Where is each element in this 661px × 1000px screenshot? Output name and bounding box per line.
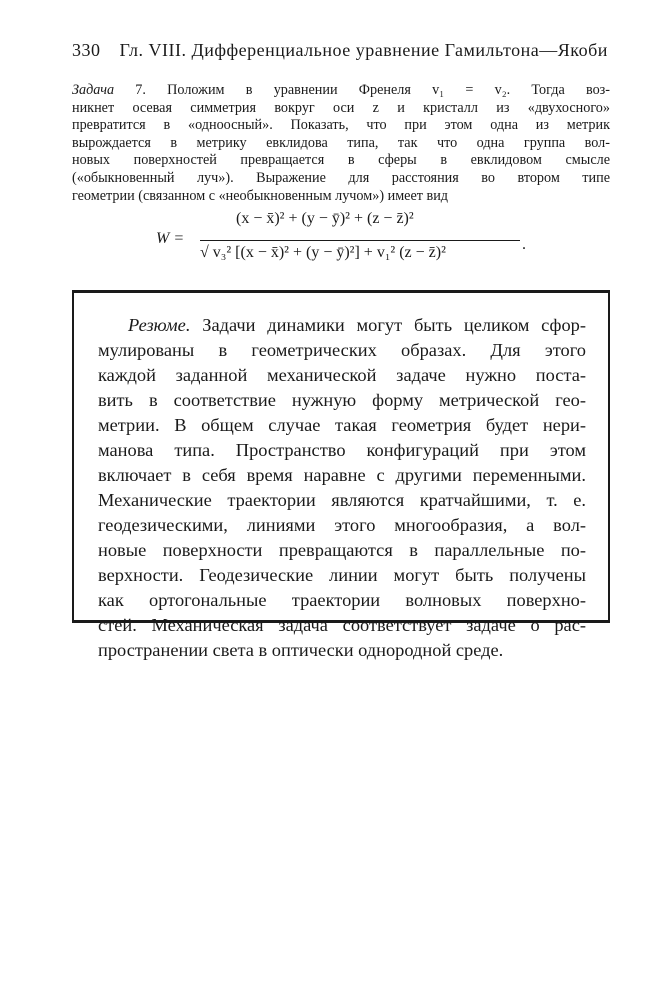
page-number: 330 bbox=[72, 40, 101, 60]
running-header bbox=[72, 40, 612, 61]
resume-line: включает в себя время наравне с другими переменными. bbox=[98, 465, 586, 485]
resume-line: манова типа. Пространство конфигураций при этом bbox=[98, 440, 586, 460]
resume-line: каждой заданной механической задаче нужно поста- bbox=[98, 365, 586, 385]
resume-label: Резюме. bbox=[128, 315, 191, 335]
resume-line: новые поверхности превращаются в параллельные по- bbox=[98, 540, 586, 560]
resume-line: геодезическими, линиями этого многообразия, а вол- bbox=[98, 515, 586, 535]
distance-formula bbox=[140, 210, 560, 274]
resume-line: вить в соответствие нужную форму метрической гео- bbox=[98, 390, 586, 410]
formula-lhs: W = bbox=[156, 230, 185, 247]
problem-line: никнет осевая симметрия вокруг оси z и кристалл из «двухосного» bbox=[72, 99, 610, 116]
resume-line: как ортогональные траектории волновых поверхно- bbox=[98, 590, 586, 610]
resume-line: стей. Механическая задача соответствует задаче о рас- bbox=[98, 615, 586, 635]
resume-line: Резюме. Задачи динамики могут быть целиком сфор- bbox=[128, 315, 586, 335]
problem-label: Задача bbox=[72, 82, 115, 98]
resume-line: верхности. Геодезические линии могут быть получены bbox=[98, 565, 586, 585]
problem-line: («обыкновенный луч»). Выражение для расстояния во втором типе bbox=[72, 169, 610, 186]
chapter-title: Гл. VIII. Дифференциальное уравнение Гамильтона—Якоби bbox=[119, 40, 608, 60]
problem-line: новых поверхностей превращается в сферы в евклидовом смысле bbox=[72, 152, 610, 169]
formula-denominator: √ v₃² [(x − x̄)² + (y − ȳ)²] + v₁² (z − z̄)² bbox=[200, 244, 446, 261]
problem-line: геометрии (связанном с «необыкновенным лучом») имеет вид bbox=[72, 187, 449, 204]
problem-line: Задача 7. Положим в уравнении Френеля v₁ = v₂. Тогда воз- bbox=[72, 82, 610, 98]
resume-line: Механические траектории являются кратчайшими, т. е. bbox=[98, 490, 586, 510]
problem-line: превратится в «одноосный». Показать, что при этом одна из метрик bbox=[72, 117, 610, 134]
formula-numerator: (x − x̄)² + (y − ȳ)² + (z − z̄)² bbox=[236, 210, 414, 227]
resume-line: пространении света в оптически однородной среде. bbox=[98, 640, 504, 660]
resume-line: метрии. В общем случае такая геометрия будет нери- bbox=[98, 415, 586, 435]
problem-line: вырождается в метрику евклидова типа, так что одна группа вол- bbox=[72, 134, 610, 151]
resume-box bbox=[72, 290, 610, 660]
formula-period: . bbox=[522, 236, 526, 253]
problem-7 bbox=[72, 82, 610, 205]
fraction-bar bbox=[200, 240, 520, 241]
resume-text bbox=[98, 313, 586, 663]
resume-line: мулированы в геометрических образах. Для этого bbox=[98, 340, 586, 360]
